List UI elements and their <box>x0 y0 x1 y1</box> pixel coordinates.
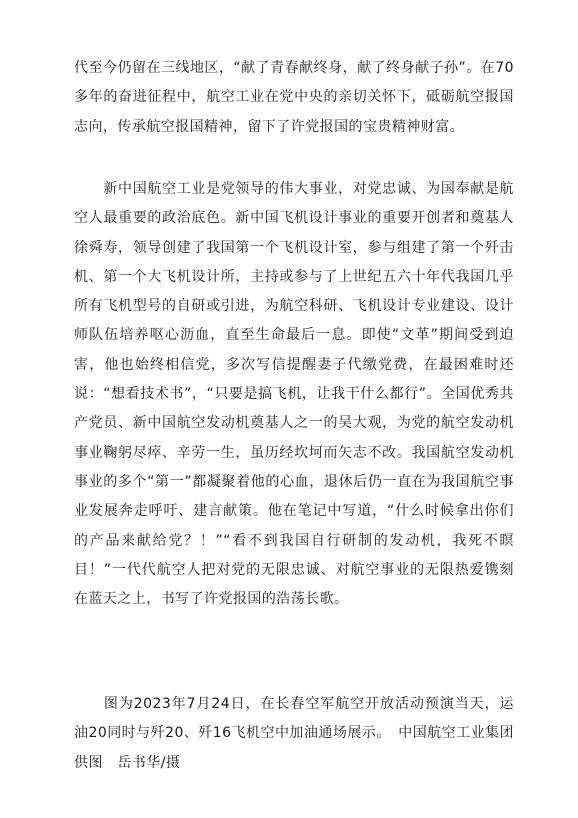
body-paragraph-2: 新中国航空工业是党领导的伟大事业，对党忠诚、为国奉献是航空人最重要的政治底色。新中国飞机设计事业的重要开创者和奠基人徐舜寿，领导创建了我国第一个飞机设计室，参与组建了第一个歼击机、第一个大飞机设计所，主持或参与了上世纪五六十年代我国几乎所有飞机型号的自研或引进，为航空科研、飞机设计专业建设、设计师队伍培养呕心沥血，直至生命最后一息。即使“文革”期间受到迫害，他也始终相信党，多次写信提醒妻子代缴党费，在最困难时还说：“想看技术书”，“只要是搞飞机，让我干什么都行”。全国优秀共产党员、新中国航空发动机奠基人之一的吴大观，为党的航空发动机事业鞠躬尽瘁、辛劳一生，虽历经坎坷而矢志不改。我国航空发动机事业的多个“第一”都凝聚着他的心血，退休后仍一直在为我国航空事业发展奔走呼吁、建言献策。他在笔记中写道，“什么时候拿出你们的产品来献给党？！”“看不到我国自行研制的发动机，我死不瞑目！”一代代航空人把对党的无限忠诚、对航空事业的无限热爱镌刻在蓝天之上，书写了许党报国的浩荡长歌。 <box>74 181 514 608</box>
photo-caption: 图为2023年7月24日，在长春空军航空开放活动预演当天，运油20同时与歼20、歼16飞机空中加油通场展示。 中国航空工业集团供图 岳书华/摄 <box>74 696 514 771</box>
body-paragraph-1: 代至今仍留在三线地区，“献了青春献终身，献了终身献子孙”。在70多年的奋进征程中，航空工业在党中央的亲切关怀下，砥砺航空报国志向，传承航空报国精神，留下了许党报国的宝贵精神财富。 <box>74 60 514 135</box>
